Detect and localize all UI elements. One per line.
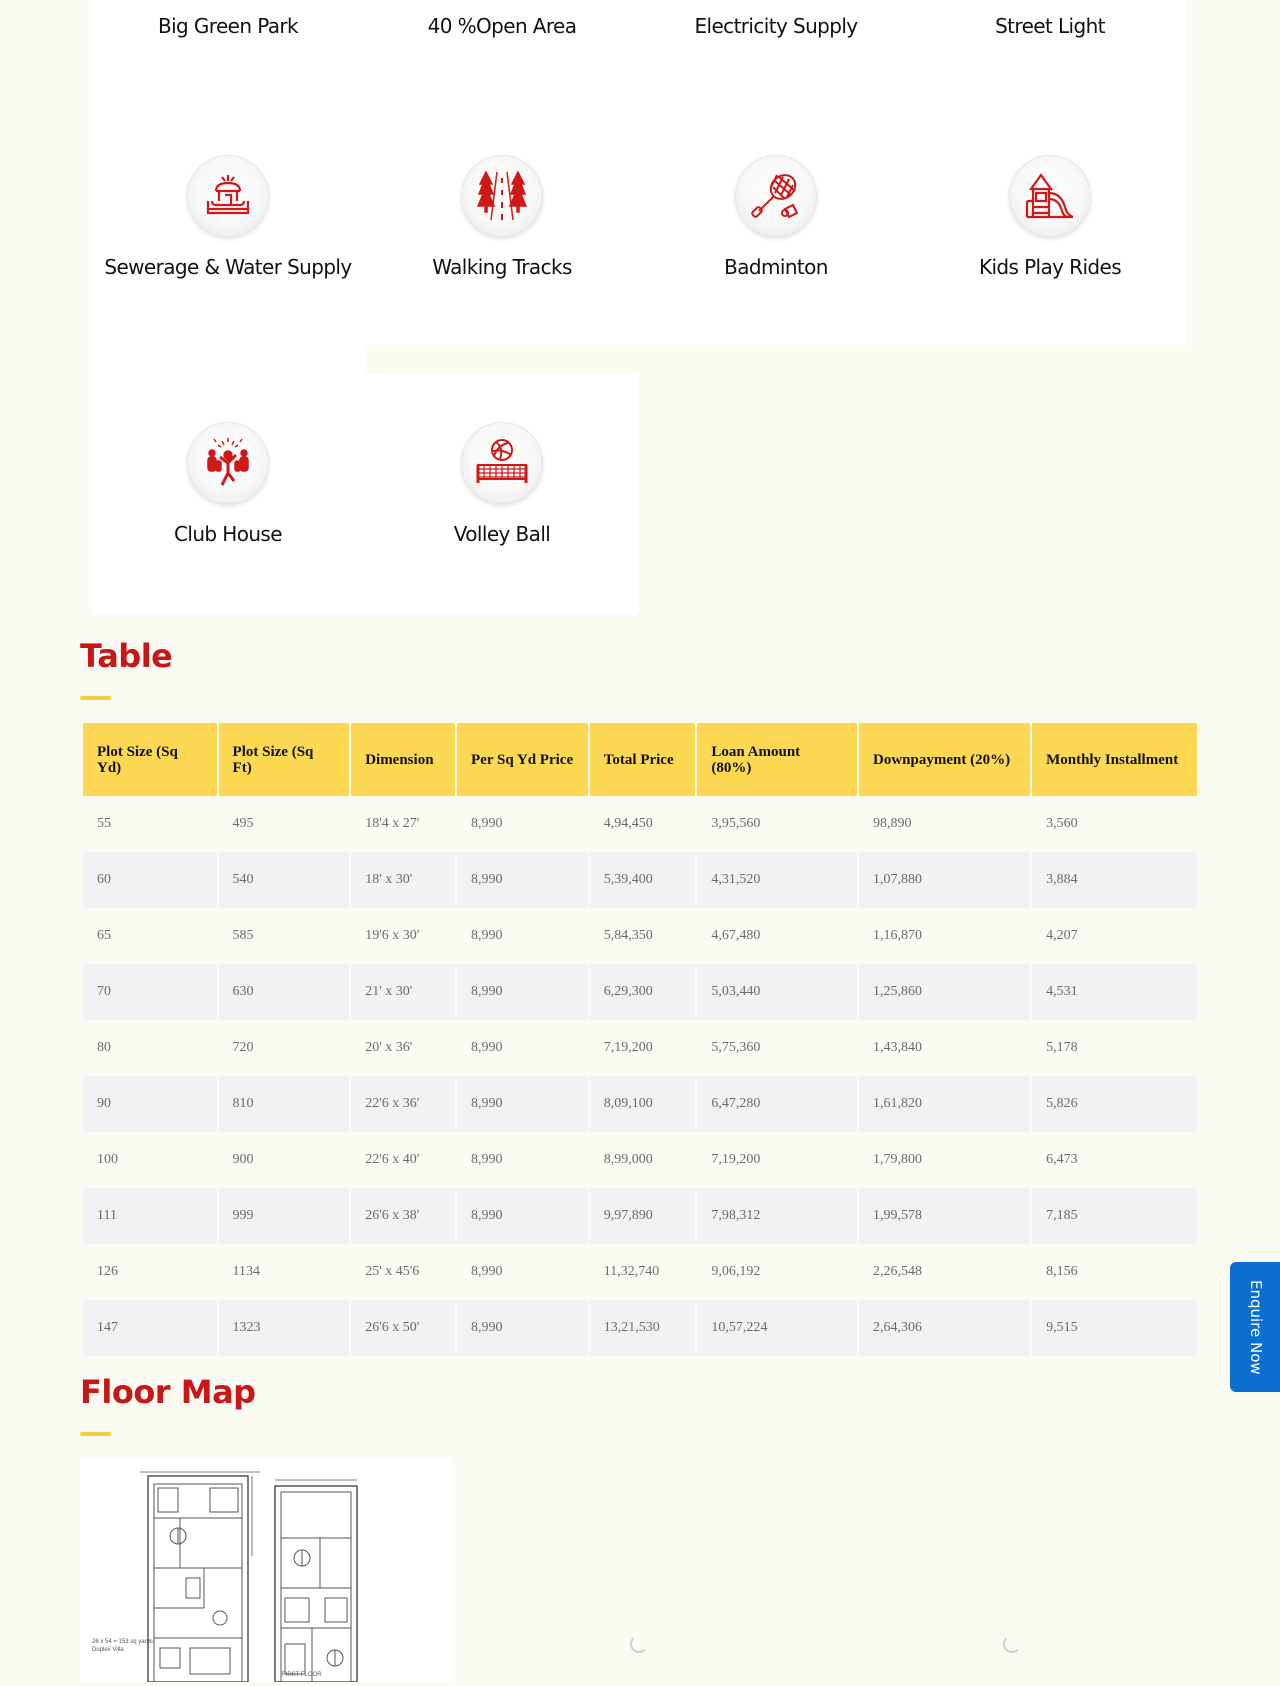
floor-plan-label: FIRST FLOOR	[282, 1672, 322, 1678]
table-cell: 8,990	[457, 908, 588, 964]
column-header: Dimension	[351, 723, 455, 796]
enquire-now-button[interactable]	[1230, 1262, 1280, 1392]
table-cell: 126	[83, 1244, 217, 1300]
table-cell: 3,884	[1032, 852, 1197, 908]
table-cell: 9,515	[1032, 1300, 1197, 1356]
table-cell: 7,19,200	[697, 1132, 857, 1188]
table-cell: 8,990	[457, 852, 588, 908]
table-row	[83, 1076, 1197, 1132]
table-cell: 5,84,350	[590, 908, 696, 964]
table-cell: 495	[219, 796, 350, 852]
floor-plan-image[interactable]	[80, 1458, 452, 1682]
table-cell: 4,67,480	[697, 908, 857, 964]
table-cell: 1,16,870	[859, 908, 1030, 964]
walking-track-icon	[461, 155, 543, 237]
table-cell: 1,43,840	[859, 1020, 1030, 1076]
table-cell: 8,990	[457, 1076, 588, 1132]
table-cell: 111	[83, 1188, 217, 1244]
table-cell: 21' x 30'	[351, 964, 455, 1020]
table-cell: 9,06,192	[697, 1244, 857, 1300]
table-cell: 900	[219, 1132, 350, 1188]
table-cell: 2,64,306	[859, 1300, 1030, 1356]
table-cell: 2,26,548	[859, 1244, 1030, 1300]
table-cell: 147	[83, 1300, 217, 1356]
amenity-sewerage	[91, 155, 365, 281]
table-cell: 7,19,200	[590, 1020, 696, 1076]
table-cell: 55	[83, 796, 217, 852]
table-cell: 10,57,224	[697, 1300, 857, 1356]
amenity-kids-play	[913, 155, 1187, 281]
kids-play-icon	[1009, 155, 1091, 237]
table-cell: 8,990	[457, 1300, 588, 1356]
table-row	[83, 1132, 1197, 1188]
table-cell: 65	[83, 908, 217, 964]
table-cell: 4,94,450	[590, 796, 696, 852]
floor-plan-caption: 26 x 54 = 153 sq yards Duplex Villa	[92, 1639, 153, 1653]
table-cell: 8,09,100	[590, 1076, 696, 1132]
amenity-label: Electricity Supply	[694, 14, 858, 38]
table-cell: 720	[219, 1020, 350, 1076]
amenity-label: Kids Play Rides	[978, 255, 1122, 279]
table-cell: 1323	[219, 1300, 350, 1356]
table-cell: 22'6 x 36'	[351, 1076, 455, 1132]
table-cell: 22'6 x 40'	[351, 1132, 455, 1188]
table-cell: 26'6 x 38'	[351, 1188, 455, 1244]
amenity-label: Big Green Park	[157, 14, 299, 38]
amenity-label: Sewerage & Water Supply	[104, 255, 352, 279]
table-cell: 810	[219, 1076, 350, 1132]
table-row	[83, 796, 1197, 852]
table-cell: 7,98,312	[697, 1188, 857, 1244]
table-cell: 80	[83, 1020, 217, 1076]
table-cell: 1,99,578	[859, 1188, 1030, 1244]
table-cell: 540	[219, 852, 350, 908]
table-cell: 25' x 45'6	[351, 1244, 455, 1300]
table-row	[83, 1188, 1197, 1244]
club-house-icon	[187, 422, 269, 504]
table-cell: 11,32,740	[590, 1244, 696, 1300]
column-header: Plot Size (Sq Ft)	[219, 723, 350, 796]
table-cell: 7,185	[1032, 1188, 1197, 1244]
table-row	[83, 964, 1197, 1020]
table-cell: 1,79,800	[859, 1132, 1030, 1188]
table-row	[83, 1300, 1197, 1356]
table-cell: 5,75,360	[697, 1020, 857, 1076]
table-cell: 18'4 x 27'	[351, 796, 455, 852]
table-cell: 19'6 x 30'	[351, 908, 455, 964]
table-cell: 1,61,820	[859, 1076, 1030, 1132]
table-cell: 8,990	[457, 1188, 588, 1244]
table-cell: 8,990	[457, 1132, 588, 1188]
table-cell: 8,990	[457, 964, 588, 1020]
floor-map-title: Floor Map	[80, 1373, 256, 1411]
amenity-volleyball	[365, 422, 639, 548]
table-row	[83, 852, 1197, 908]
table-cell: 8,156	[1032, 1244, 1197, 1300]
amenity-club-house	[91, 422, 365, 548]
table-cell: 1134	[219, 1244, 350, 1300]
table-cell: 60	[83, 852, 217, 908]
column-header: Loan Amount (80%)	[697, 723, 857, 796]
amenity-label: 40 %Open Area	[427, 14, 577, 38]
table-cell: 8,990	[457, 796, 588, 852]
table-cell: 6,29,300	[590, 964, 696, 1020]
column-header: Plot Size (Sq Yd)	[83, 723, 217, 796]
table-cell: 1,07,880	[859, 852, 1030, 908]
table-cell: 3,560	[1032, 796, 1197, 852]
table-cell: 70	[83, 964, 217, 1020]
column-header: Per Sq Yd Price	[457, 723, 588, 796]
table-cell: 999	[219, 1188, 350, 1244]
fountain-icon	[187, 155, 269, 237]
table-cell: 8,990	[457, 1020, 588, 1076]
table-cell: 4,31,520	[697, 852, 857, 908]
table-cell: 9,97,890	[590, 1188, 696, 1244]
table-cell: 13,21,530	[590, 1300, 696, 1356]
amenity-label: Club House	[174, 522, 282, 546]
amenity-label: Street Light	[995, 14, 1105, 38]
table-cell: 90	[83, 1076, 217, 1132]
table-cell: 5,39,400	[590, 852, 696, 908]
badminton-icon	[735, 155, 817, 237]
table-cell: 98,890	[859, 796, 1030, 852]
amenity-label: Walking Tracks	[432, 255, 572, 279]
loading-spinner-icon	[630, 1635, 648, 1653]
table-cell: 3,95,560	[697, 796, 857, 852]
volleyball-icon	[461, 422, 543, 504]
table-cell: 1,25,860	[859, 964, 1030, 1020]
section-underline	[80, 696, 111, 700]
enquire-now-label: Enquire Now	[1247, 1279, 1265, 1375]
table-header-row	[83, 723, 1197, 796]
table-row	[83, 1244, 1197, 1300]
table-cell: 8,990	[457, 1244, 588, 1300]
table-cell: 5,826	[1032, 1076, 1197, 1132]
table-cell: 5,178	[1032, 1020, 1197, 1076]
column-header: Downpayment (20%)	[859, 723, 1030, 796]
amenity-label: Volley Ball	[453, 522, 551, 546]
amenity-label: Badminton	[724, 255, 828, 279]
column-header: Total Price	[590, 723, 696, 796]
table-cell: 4,207	[1032, 908, 1197, 964]
table-cell: 5,03,440	[697, 964, 857, 1020]
table-section-title: Table	[80, 637, 173, 675]
loading-spinner-icon	[1003, 1635, 1021, 1653]
column-header: Monthly Installment	[1032, 723, 1197, 796]
table-cell: 8,99,000	[590, 1132, 696, 1188]
table-row	[83, 1020, 1197, 1076]
table-cell: 6,47,280	[697, 1076, 857, 1132]
section-underline	[80, 1432, 111, 1436]
table-cell: 4,531	[1032, 964, 1197, 1020]
table-cell: 26'6 x 50'	[351, 1300, 455, 1356]
table-cell: 100	[83, 1132, 217, 1188]
amenity-walking-tracks	[365, 155, 639, 281]
table-cell: 6,473	[1032, 1132, 1197, 1188]
amenity-badminton	[639, 155, 913, 281]
table-cell: 18' x 30'	[351, 852, 455, 908]
table-body	[83, 796, 1197, 1356]
table-cell: 630	[219, 964, 350, 1020]
amenities-panel-gap	[92, 345, 365, 375]
table-row	[83, 908, 1197, 964]
price-table	[81, 723, 1199, 1356]
table-cell: 585	[219, 908, 350, 964]
table-cell: 20' x 36'	[351, 1020, 455, 1076]
